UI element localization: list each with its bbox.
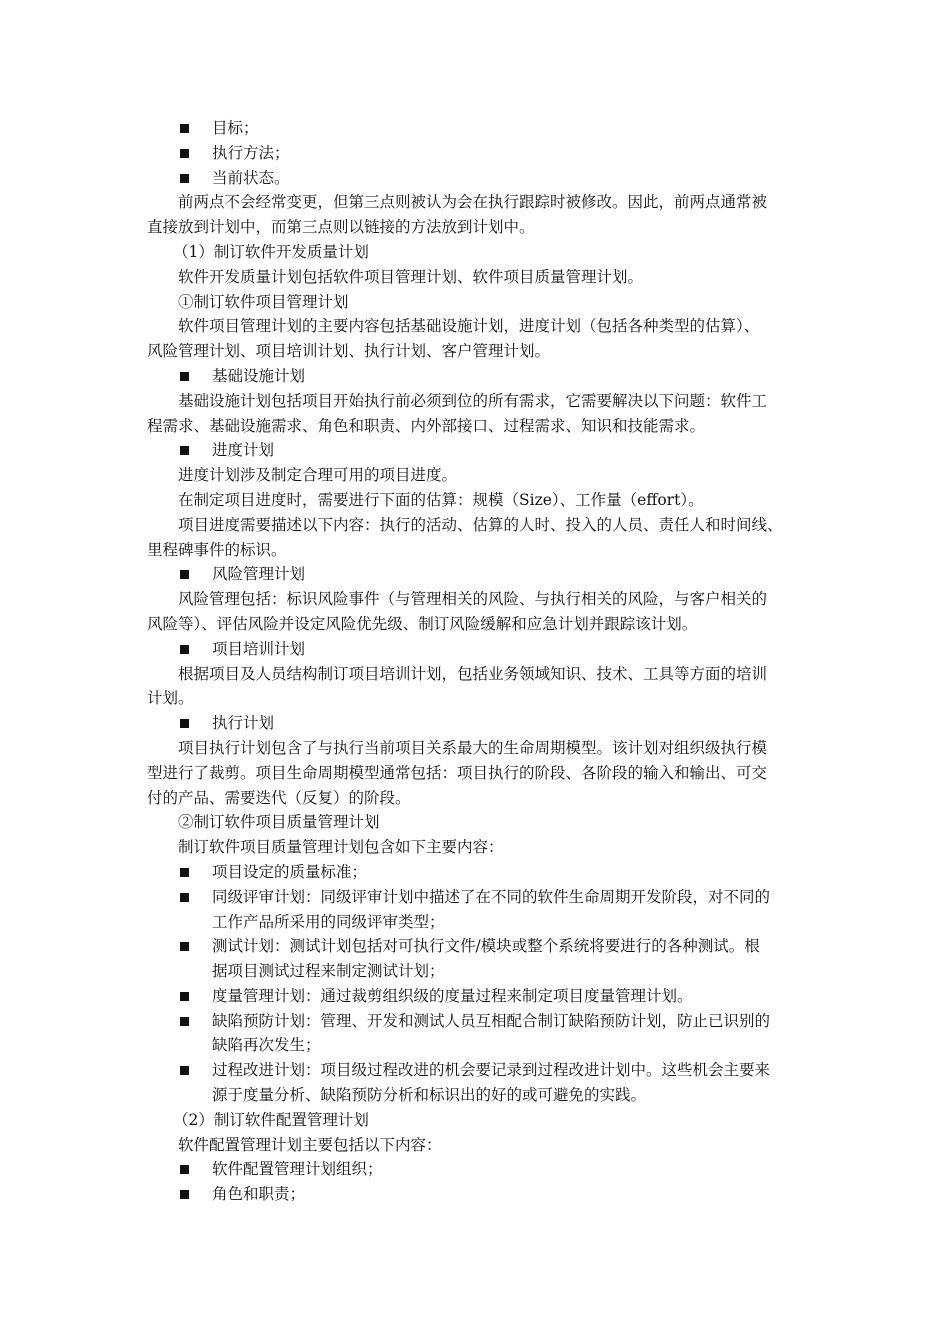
square-bullet-icon [178, 637, 212, 662]
bullet-item [147, 438, 809, 463]
square-bullet-icon [178, 166, 212, 191]
bullet-text: 执行方法； [212, 143, 290, 162]
bullet-text: 角色和职责； [212, 1185, 306, 1204]
paragraph-line: 基础设施计划包括项目开始执行前必须到位的所有需求，它需要解决以下问题：软件工 [178, 391, 768, 410]
paragraph [147, 314, 809, 364]
paragraph-line: 风险等）、评估风险并设定风险优先级、制订风险缓解和应急计划并跟踪该计划。 [147, 614, 698, 633]
paragraph [147, 389, 809, 439]
bullet-text: 缺陷再次发生； [212, 1036, 321, 1055]
bullet-item [147, 1058, 809, 1108]
bullet-item [147, 637, 809, 662]
bullet-text: 源于度量分析、缺陷预防分析和标识出的好的或可避免的实践。 [212, 1086, 647, 1105]
square-bullet-icon [178, 364, 212, 389]
bullet-text: 进度计划 [212, 441, 275, 460]
document-body [147, 116, 809, 1207]
bullet-item [147, 562, 809, 587]
section-heading: （1）制订软件开发质量计划 [173, 242, 369, 261]
square-bullet-icon [178, 984, 212, 1009]
square-bullet-icon [178, 711, 212, 736]
paragraph [147, 736, 809, 810]
bullet-item [147, 1182, 809, 1207]
bullet-text: 同级评审计划：同级评审计划中描述了在不同的软件生命周期开发阶段，对不同的 [212, 887, 771, 906]
bullet-item [147, 1009, 809, 1059]
square-bullet-icon [178, 1182, 212, 1207]
paragraph-line: 项目执行计划包含了与执行当前项目关系最大的生命周期模型。该计划对组织级执行模 [178, 738, 768, 757]
square-bullet-icon [178, 562, 212, 587]
bullet-text: 缺陷预防计划：管理、开发和测试人员互相配合制订缺陷预防计划，防止已识别的 [212, 1011, 771, 1030]
paragraph-line: 在制定项目进度时，需要进行下面的估算：规模（Size）、工作量（effort）。 [178, 490, 704, 509]
paragraph-line: 型进行了裁剪。项目生命周期模型通常包括：项目执行的阶段、各阶段的输入和输出、可交 [147, 763, 768, 782]
bullet-text: 度量管理计划：通过裁剪组织级的度量过程来制定项目度量管理计划。 [212, 986, 693, 1005]
bullet-item [147, 364, 809, 389]
square-bullet-icon [178, 1157, 212, 1182]
paragraph [147, 190, 809, 240]
bullet-item [147, 934, 809, 984]
square-bullet-icon [178, 934, 212, 984]
paragraph-line: 风险管理包括：标识风险事件（与管理相关的风险、与执行相关的风险，与客户相关的 [178, 590, 768, 609]
square-bullet-icon [178, 860, 212, 885]
square-bullet-icon [178, 1009, 212, 1059]
bullet-text: 执行计划 [212, 714, 275, 733]
paragraph-line: 程需求、基础设施需求、角色和职责、内外部接口、过程需求、知识和技能需求。 [147, 416, 706, 435]
bullet-text: 基础设施计划 [212, 366, 306, 385]
bullet-text: 风险管理计划 [212, 565, 306, 584]
paragraph-line: 计划。 [147, 689, 194, 708]
bullet-item [147, 166, 809, 191]
section-heading: （2）制订软件配置管理计划 [173, 1110, 369, 1129]
bullet-text: 目标； [212, 119, 259, 137]
paragraph [147, 513, 809, 563]
paragraph-line: 风险管理计划、项目培训计划、执行计划、客户管理计划。 [147, 342, 551, 361]
bullet-text: 工作产品所采用的同级评审类型； [212, 912, 445, 931]
bullet-item [147, 711, 809, 736]
paragraph-line: 前两点不会经常变更，但第三点则被认为会在执行跟踪时被修改。因此，前两点通常被 [178, 193, 768, 212]
paragraph [147, 587, 809, 637]
subsection-heading: ②制订软件项目质量管理计划 [178, 813, 380, 832]
square-bullet-icon [178, 116, 212, 141]
square-bullet-icon [178, 885, 212, 935]
paragraph-line: 根据项目及人员结构制订项目培训计划，包括业务领域知识、技术、工具等方面的培训 [178, 664, 768, 683]
square-bullet-icon [178, 1058, 212, 1108]
bullet-item [147, 1157, 809, 1182]
paragraph [147, 662, 809, 712]
paragraph-line: 制订软件项目质量管理计划包含如下主要内容： [178, 838, 504, 857]
subsection-heading: ①制订软件项目管理计划 [178, 292, 349, 311]
bullet-item [147, 116, 809, 141]
square-bullet-icon [178, 141, 212, 166]
bullet-item [147, 885, 809, 935]
bullet-text: 测试计划：测试计划包括对可执行文件/模块或整个系统将要进行的各种测试。根 [212, 937, 760, 956]
paragraph-line: 软件配置管理计划主要包括以下内容： [178, 1135, 442, 1154]
bullet-item [147, 141, 809, 166]
paragraph-line: 直接放到计划中，而第三点则以链接的方法放到计划中。 [147, 218, 535, 237]
paragraph-line: 软件开发质量计划包括软件项目管理计划、软件项目质量管理计划。 [178, 267, 644, 286]
bullet-text: 当前状态。 [212, 168, 290, 187]
paragraph-line: 里程碑事件的标识。 [147, 540, 287, 559]
bullet-text: 过程改进计划：项目级过程改进的机会要记录到过程改进计划中。这些机会主要来 [212, 1061, 771, 1080]
bullet-text: 据项目测试过程来制定测试计划； [212, 962, 445, 981]
bullet-item [147, 984, 809, 1009]
bullet-item [147, 860, 809, 885]
paragraph-line: 项目进度需要描述以下内容：执行的活动、估算的人时、投入的人员、责任人和时间线、 [178, 515, 783, 534]
bullet-text: 项目培训计划 [212, 639, 306, 658]
paragraph-line: 软件项目管理计划的主要内容包括基础设施计划，进度计划（包括各种类型的估算）、 [178, 317, 760, 336]
bullet-text: 软件配置管理计划组织； [212, 1160, 383, 1179]
paragraph-line: 进度计划涉及制定合理可用的项目进度。 [178, 466, 458, 485]
bullet-text: 项目设定的质量标准； [212, 862, 368, 881]
square-bullet-icon [178, 438, 212, 463]
paragraph-line: 付的产品、需要迭代（反复）的阶段。 [147, 788, 411, 807]
